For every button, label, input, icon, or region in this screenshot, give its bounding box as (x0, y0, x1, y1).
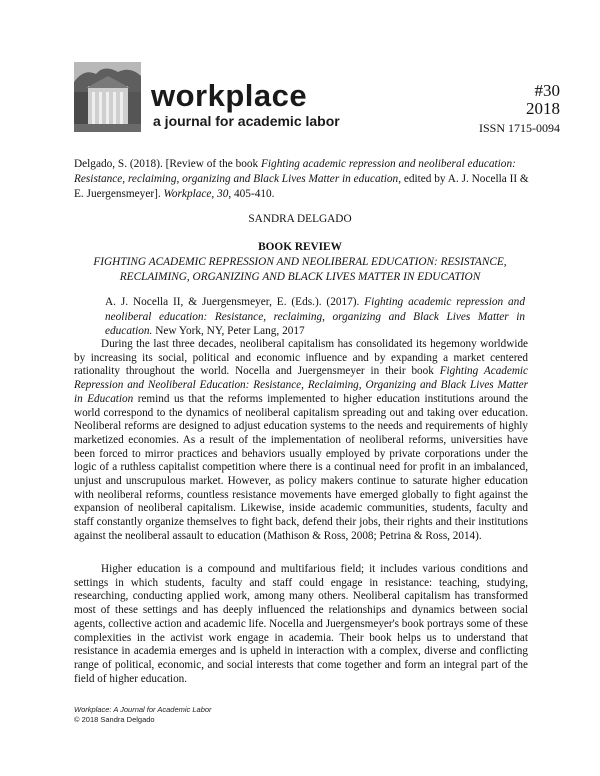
book-ref-publisher: New York, NY, Peter Lang, 2017 (152, 325, 305, 337)
review-title: FIGHTING ACADEMIC REPRESSION AND NEOLIBERAL EDUCATION: RESISTANCE, RECLAIMING, ORGANIZING AND BLACK LIVES MATTER IN EDUCATION (93, 256, 507, 283)
building-photo-logo (74, 62, 141, 132)
book-ref-authors: A. J. Nocella II, & Juergensmeyer, E. (Eds.). (2017). (105, 296, 365, 308)
citation-journal: Workplace, 30 (163, 187, 229, 200)
footer (74, 705, 212, 725)
journal-subtitle: a journal for academic labor (153, 113, 340, 129)
p1-text-b: remind us that the reforms implemented to higher education institutions around the world correspond to the dynamics of neoliberal capitalism spreading out and taking over education. Neoliberal reforms are designed to adjust education systems to the needs and requirements of highly marketized economies. As a result of the implementation of neoliberal reforms, universities have been forced to mirror practices and behaviors usually employed by private corporations under the logic of a ruthless capitalist competition where there is a continual need for profit in an imbalanced, unjust and unscrupulous market. However, as policy makers continue to saturate higher education with neoliberal reforms, countless resistance movements have emerged globally to fight against the expansion of neoliberal capitalism. Likewise, inside academic communities, students, faculty and staff constantly organize themselves to fight back, defend their jobs, their rights and their institutions against the neoliberal assault to education (Mathison & Ross, 2008; Petrina & Ross, 2014). (74, 392, 529, 542)
footer-copyright: © 2018 Sandra Delgado (74, 715, 155, 724)
book-ref-title: Fighting academic repression and neoliberal education: Resistance, reclaiming, organizing and Black Lives Matter in education. (105, 296, 525, 337)
citation-editors: edited by A. J. Nocella II & E. Juergensmeyer]. (74, 172, 529, 200)
issue-info (479, 82, 560, 135)
author-name: SANDRA DELGADO (248, 213, 352, 225)
journal-title: workplace (151, 78, 308, 113)
issue-year: 2018 (526, 99, 560, 118)
issn: ISSN 1715-0094 (478, 121, 560, 135)
citation (74, 157, 534, 201)
book-reference (105, 295, 525, 339)
citation-prefix: Delgado, S. (2018). [Review of the book (74, 158, 261, 170)
footer-journal: Workplace: A Journal for Academic Labor (74, 705, 212, 714)
review-label: BOOK REVIEW (258, 241, 342, 253)
masthead (74, 62, 580, 134)
body-paragraph-1 (74, 338, 528, 544)
p1-book-title: Fighting Academic Repression and Neoliberal Education: Resistance, Reclaiming, Organizing and Black Lives Matter in Education (74, 365, 529, 405)
citation-pages: , 405-410. (228, 187, 275, 200)
p1-text-a: During the last three decades, neoliberal capitalism has consolidated its hegemony worldwide by increasing its social, political and economic influence and by expanding a market centered rationality throughout the world. Nocella and Juergensmeyer in their book (74, 338, 528, 378)
body-paragraph-2: Higher education is a compound and multifarious field; it includes various conditions and settings in which students, faculty and staff could engage in resistance: teaching, studying, researching, conducting applied work, among many others. Neoliberal capitalism has transformed most of these settings and has deeply influenced the relationships and dynamics between social agents, collective action and academic life. Nocella and Juergensmeyer's book portrays some of these complexities in the activist work engage in academia. Their book helps us to understand that resistance in academia emerges and is upheld in interaction with a complex, diverse and conflicting range of political, economic, and social interests that come together and form an integral part of the field of higher education. (74, 563, 528, 685)
issue-number: #30 (534, 81, 560, 100)
citation-book-title: Fighting academic repression and neoliberal education: Resistance, reclaiming, organizing and Black Lives Matter in education, (74, 158, 516, 185)
